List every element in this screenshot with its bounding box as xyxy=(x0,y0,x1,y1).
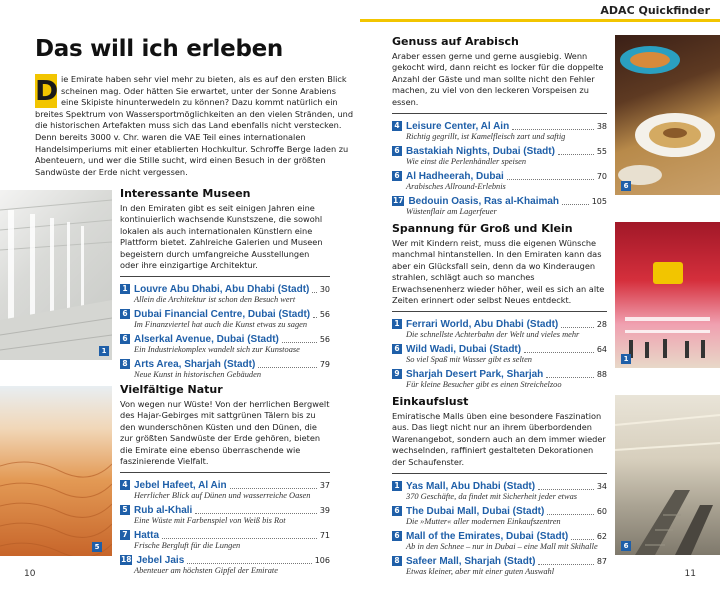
entry-subtitle: Frische Bergluft für die Lungen xyxy=(134,541,241,551)
entry-name: Arts Area, Sharjah (Stadt) xyxy=(134,358,256,370)
entry-page: 87 xyxy=(596,556,607,566)
entry-subtitle: Die »Mutter« aller modernen Einkaufszentren xyxy=(406,517,561,527)
entry-number: 8 xyxy=(120,359,130,369)
entry-name: Dubai Financial Centre, Dubai (Stadt) xyxy=(134,308,311,320)
entry-page: 28 xyxy=(596,319,607,329)
entry-subtitle: Im Finanzviertel hat auch die Kunst etwas zu sagen xyxy=(134,320,308,330)
page-number: 11 xyxy=(684,569,696,579)
entry-page: 60 xyxy=(596,506,607,516)
theme-park-photo xyxy=(615,222,720,368)
entry-subtitle: Neue Kunst in historischen Gebäuden xyxy=(134,370,262,380)
list-item[interactable] xyxy=(392,530,607,552)
entry-page: 79 xyxy=(319,359,330,369)
dishes-illustration xyxy=(615,35,720,195)
list-item[interactable] xyxy=(392,368,607,390)
dunes-illustration xyxy=(0,386,112,556)
entry-page: 106 xyxy=(314,555,330,565)
section-title: Einkaufslust xyxy=(392,395,469,408)
list-item[interactable] xyxy=(120,283,330,305)
entry-number: 6 xyxy=(392,344,402,354)
section-description: Von wegen nur Wüste! Von der herrlichen Bergwelt des Hajar-Gebirges mit sattgrünen Tälern bis zu den wunderschönen Küsten und den Dünen, die zur größten Sandwüste der Erde gehören, bieten die Emirate eine ebenso überraschende wie faszinierende Vielfalt. xyxy=(120,399,330,473)
arcade-illustration xyxy=(0,190,112,360)
entry-page: 56 xyxy=(319,334,330,344)
entry-page: 30 xyxy=(319,284,330,294)
list-item[interactable] xyxy=(120,308,330,330)
entry-name: Yas Mall, Abu Dhabi (Stadt) xyxy=(406,480,536,492)
section-title: Genuss auf Arabisch xyxy=(392,35,519,48)
list-item[interactable] xyxy=(392,343,607,365)
list-item[interactable] xyxy=(392,318,607,340)
entry-list xyxy=(392,318,607,390)
entry-number: 8 xyxy=(392,556,402,566)
entry-subtitle: Wüstenflair am Lagerfeuer xyxy=(406,207,497,217)
entry-page: 39 xyxy=(319,505,330,515)
entry-number: 6 xyxy=(392,146,402,156)
dropcap: D xyxy=(35,74,59,107)
entry-subtitle: Richtig gegrillt, ist Kamelfleisch zart und saftig xyxy=(406,132,566,142)
list-item[interactable] xyxy=(120,479,330,501)
entry-page: 34 xyxy=(596,481,607,491)
intro-paragraph xyxy=(35,74,355,178)
section-title: Interessante Museen xyxy=(120,187,251,200)
entry-number: 6 xyxy=(120,309,130,319)
entry-page: 38 xyxy=(596,121,607,131)
entry-number: 1 xyxy=(392,481,402,491)
section-description: Emiratische Malls üben eine besondere Faszination aus. Das liegt nicht nur an ihrem überbordenden Warenangebot, sondern auch an dem immer wieder wechselnden, raffiniert gestalteten Dekorationen der Schaufenster. xyxy=(392,411,607,474)
entry-name: Jebel Hafeet, Al Ain xyxy=(134,479,227,491)
list-item[interactable] xyxy=(392,145,607,167)
entry-subtitle: So viel Spaß mit Wasser gibt es selten xyxy=(406,355,532,365)
page-number: 10 xyxy=(24,569,36,579)
entry-name: Wild Wadi, Dubai (Stadt) xyxy=(406,343,522,355)
list-item[interactable] xyxy=(120,333,330,355)
entry-subtitle: Allein die Architektur ist schon den Besuch wert xyxy=(134,295,296,305)
list-item[interactable] xyxy=(392,195,607,217)
entry-number: 9 xyxy=(392,369,402,379)
entry-number: 18 xyxy=(121,555,132,565)
entry-number: 17 xyxy=(393,196,404,206)
entry-subtitle: Wie einst die Perlenhändler speisen xyxy=(406,157,527,167)
entry-subtitle: Abenteuer am höchsten Gipfel der Emirate xyxy=(134,566,278,576)
brand-label: ADAC Quickfinder xyxy=(600,3,710,17)
entry-list xyxy=(392,120,607,217)
entry-page: 37 xyxy=(319,480,330,490)
entry-subtitle: Arabisches Allround-Erlebnis xyxy=(406,182,506,192)
entry-page: 64 xyxy=(596,344,607,354)
list-item[interactable] xyxy=(392,555,607,577)
entry-subtitle: Etwas kleiner, aber mit einer guten Auswahl xyxy=(406,567,555,577)
entry-list xyxy=(120,283,330,380)
entry-subtitle: Herrlicher Blick auf Dünen und wasserreiche Oasen xyxy=(134,491,311,501)
entry-page: 71 xyxy=(319,530,330,540)
list-item[interactable] xyxy=(120,554,330,576)
entry-number: 7 xyxy=(120,530,130,540)
entry-number: 1 xyxy=(392,319,402,329)
entry-page: 105 xyxy=(591,196,607,206)
section-description: Araber essen gerne und gerne ausgiebig. Wenn gekocht wird, dann reicht es locker für die doppelte Anzahl der Gäste und man sollte nicht den Fehler machen, zu viel von den leckeren Vorspeisen zu essen. xyxy=(392,51,607,114)
photo-number-badge: 5 xyxy=(92,542,102,552)
entry-number: 4 xyxy=(392,121,402,131)
entry-page: 88 xyxy=(596,369,607,379)
page-title: Das will ich erleben xyxy=(35,36,283,62)
desert-photo xyxy=(0,386,112,556)
entry-list xyxy=(120,479,330,576)
entry-subtitle: Für kleine Besucher gibt es einen Streichelzoo xyxy=(406,380,562,390)
list-item[interactable] xyxy=(392,480,607,502)
photo-number-badge: 6 xyxy=(621,541,631,551)
entry-name: Leisure Center, Al Ain xyxy=(406,120,510,132)
list-item[interactable] xyxy=(120,529,330,551)
entry-name: Hatta xyxy=(134,529,160,541)
mall-photo xyxy=(615,395,720,555)
entry-name: The Dubai Mall, Dubai (Stadt) xyxy=(406,505,545,517)
entry-name: Sharjah Desert Park, Sharjah xyxy=(406,368,544,380)
museum-photo xyxy=(0,190,112,360)
intro-text: ie Emirate haben sehr viel mehr zu bieten, als es auf den ersten Blick scheinen mag. Oder hätten Sie erwartet, unter der Sonne Arabiens eine Skipiste hinunterwedeln zu können? Dazu kommt natürlich ein breites Spektrum von Wassersportmöglichkeiten an den vielen Stränden, und die historischen Artefakten muss sich das Land ebenfalls nicht verstecken. Denn bereits 3000 v. Chr. waren die VAE Teil eines internationalen Handelsimperiums mit einer etablierten Hochkultur. Schroffe Berge laden zu Abenteuern, und wer die Stille sucht, wird einen Besuch in der größten Sandwüste der Erde nicht vergessen. xyxy=(35,74,354,177)
entry-page: 55 xyxy=(596,146,607,156)
entry-name: Louvre Abu Dhabi, Abu Dhabi (Stadt) xyxy=(134,283,310,295)
entry-list xyxy=(392,480,607,577)
list-item[interactable] xyxy=(120,504,330,526)
entry-name: Alserkal Avenue, Dubai (Stadt) xyxy=(134,333,279,345)
entry-name: Rub al-Khali xyxy=(134,504,193,516)
entry-name: Bedouin Oasis, Ras al-Khaimah xyxy=(408,195,560,207)
section-title: Vielfältige Natur xyxy=(120,383,223,396)
entry-number: 6 xyxy=(392,506,402,516)
section-museums xyxy=(120,187,330,383)
section-shopping xyxy=(392,395,607,580)
ferrari-world-illustration xyxy=(615,222,720,368)
list-item[interactable] xyxy=(120,358,330,380)
section-description: In den Emiraten gibt es seit einigen Jahren eine kontinuierlich wachsende Kunstszene, die sowohl lokalen als auch internationalen Künstlern eine Plattform bietet. Zahlreiche Galerien und Museen begeistern durch umfangreiche Ausstellungen oder ihre einzigartige Architektur. xyxy=(120,203,330,277)
section-nature xyxy=(120,383,330,579)
list-item[interactable] xyxy=(392,170,607,192)
entry-subtitle: Eine Wüste mit Farbenspiel von Weiß bis Rot xyxy=(134,516,286,526)
entry-name: Al Hadheerah, Dubai xyxy=(406,170,504,182)
section-family xyxy=(392,222,607,393)
entry-name: Jebel Jais xyxy=(136,554,185,566)
entry-number: 6 xyxy=(392,531,402,541)
entry-number: 4 xyxy=(120,480,130,490)
escalator-illustration xyxy=(615,395,720,555)
entry-name: Ferrari World, Abu Dhabi (Stadt) xyxy=(406,318,559,330)
photo-number-badge: 6 xyxy=(621,181,631,191)
entry-subtitle: 370 Geschäfte, da findet mit Sicherheit jeder etwas xyxy=(406,492,578,502)
right-page xyxy=(360,0,720,589)
entry-number: 6 xyxy=(120,334,130,344)
entry-subtitle: Ab in den Schnee – nur in Dubai – eine Mall mit Skihalle xyxy=(406,542,598,552)
entry-page: 70 xyxy=(596,171,607,181)
accent-rule xyxy=(360,19,720,22)
entry-number: 6 xyxy=(392,171,402,181)
photo-number-badge: 1 xyxy=(621,354,631,364)
section-food xyxy=(392,35,607,220)
entry-number: 1 xyxy=(120,284,130,294)
entry-number: 5 xyxy=(120,505,130,515)
entry-name: Bastakiah Nights, Dubai (Stadt) xyxy=(406,145,555,157)
entry-name: Mall of the Emirates, Dubai (Stadt) xyxy=(406,530,569,542)
entry-page: 56 xyxy=(319,309,330,319)
section-title: Spannung für Groß und Klein xyxy=(392,222,573,235)
section-description: Wer mit Kindern reist, muss die eigenen Wünsche manchmal hintanstellen. In den Emiraten kann das aber ein Glücksfall sein, denn da wo Kinderaugen strahlen, schlägt auch so manches Erwachsenenherz wieder höher, weil es sich an alte Zeiten erinnert oder selbst Neues entdeckt. xyxy=(392,238,607,312)
header-bar xyxy=(360,0,720,20)
list-item[interactable] xyxy=(392,120,607,142)
entry-subtitle: Die schnellste Achterbahn der Welt und vieles mehr xyxy=(406,330,580,340)
food-photo xyxy=(615,35,720,195)
photo-number-badge: 1 xyxy=(99,346,109,356)
entry-page: 62 xyxy=(596,531,607,541)
entry-subtitle: Ein Industriekomplex wandelt sich zur Kunstoase xyxy=(134,345,300,355)
entry-name: Safeer Mall, Sharjah (Stadt) xyxy=(406,555,536,567)
list-item[interactable] xyxy=(392,505,607,527)
